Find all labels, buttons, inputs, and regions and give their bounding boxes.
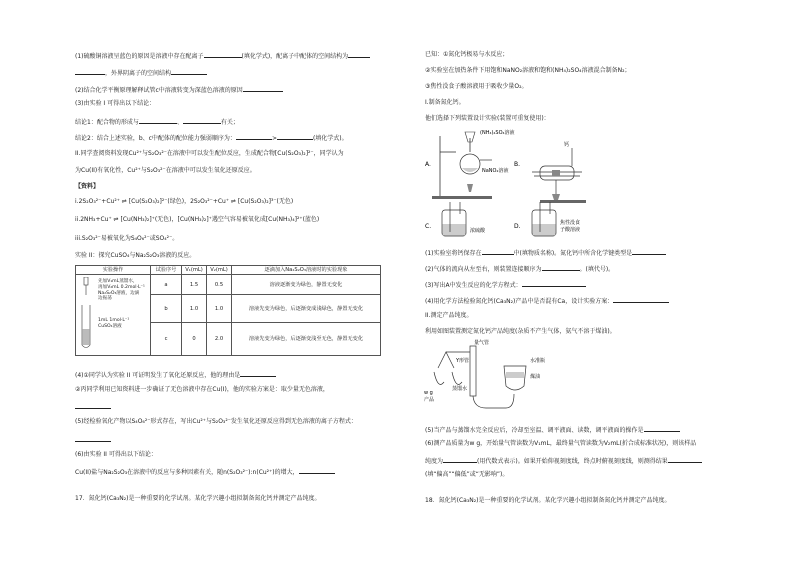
r-q6b-mid: (用代数式表示)。如果开始仰视刻度线，终点时俯视刻度线，则测得结果 (477, 458, 668, 465)
section-1-intro: 他们选择下列装置设计实验(装置可重复使用)： (425, 115, 550, 122)
q5-text: (5)经检验氧化产物以S₄O₆²⁻形式存在，写出Cu²⁺与S₂O₃²⁻发生氧化还原反应得到无色溶液的离子方程式： (75, 418, 357, 425)
q1b-text: ，外界阴离子的空间结构 (105, 70, 172, 77)
r-q1-line (425, 248, 666, 257)
q18-text: 18．氮化钙(Ca₃N₂)是一种重要的化学试剂。某化学兴趣小组拟制备氮化钙并测定产品纯度。 (425, 497, 671, 504)
cell-observation: 溶液先变为绿色，后逐渐变成浅绿色，静置无变化 (232, 295, 381, 322)
table-header-row (76, 266, 381, 275)
label-B: B. (514, 161, 521, 168)
c1-line (75, 117, 239, 126)
r-q2-text: (2)气体的流向从左至右，则装置连接顺序为 (425, 266, 542, 273)
c2-tail: (填化学式)。 (312, 135, 348, 142)
section-2-intro: 利用如图装置测定氮化钙产品纯度(杂质不产生气体，氨气不溶于煤油)。 (425, 328, 616, 335)
th-v2: V₂(mL) (207, 266, 232, 275)
r-q6c-text: (填“偏高”“偏低”或“无影响”)。 (425, 471, 509, 478)
cell-observation: 溶液先变为绿色，后逐渐变浅至无色，静置无变化 (232, 322, 381, 355)
ref-iii: iii.S₂O₃²⁻易被氧化为S₄O₆²⁻或SO₄²⁻。 (75, 235, 179, 242)
label-ca: 钙 (564, 142, 570, 148)
known-2: ②实验室在加热条件下用饱和NaNO₂溶液和饱和(NH₄)₂SO₄溶液混合制备N₂； (425, 67, 631, 74)
cell-v1: 1.5 (182, 275, 207, 295)
q5-blank (75, 435, 111, 444)
apparatus-figure (422, 128, 682, 238)
operation-cell (76, 275, 151, 356)
c1-mid: 、 (176, 119, 183, 126)
label-level: 水准瓶 (530, 358, 546, 364)
q4-text: (4)①同学认为实验 II 可证明发生了氧化还原反应，他的理由是 (75, 372, 241, 379)
r-q1-text: (1)实验室将钙保存在 (425, 250, 482, 257)
label-D: D. (514, 223, 521, 230)
op-line: 先加V₁mL蒸馏水， (98, 279, 138, 285)
cell-id: c (151, 322, 182, 355)
ref-ii: ii.2NH₃+Cu⁺ ⇌ [Cu(NH₃)₂]⁺(无色)，[Cu(NH₃)₂]⁺遇空气容易被氧化成[Cu(NH₃)₄]²⁺(蓝色) (75, 216, 320, 223)
cell-v2: 0.5 (207, 275, 232, 295)
left-q2-line (75, 85, 283, 94)
cell-v1: 1.0 (182, 295, 207, 322)
op-line: Na₂S₂O₃溶液，边滴 (98, 290, 140, 296)
r-q1-mid: 中(填物质名称)。氮化钙中所含化学键类型是 (513, 250, 633, 257)
r-q2-line (425, 264, 614, 273)
q6b-text: Cu(II)盐与Na₂S₂O₃在溶液中的反应与多种因素有关，随n(S₂O₃²⁻):n(Cu²⁺)的增大， (75, 469, 299, 476)
known-3: ③焦性没食子酸溶液用于吸收少量O₂。 (425, 83, 528, 90)
op-line: 1mL 1mol·L⁻¹ (98, 318, 130, 324)
op-line: 边振荡 (98, 296, 112, 302)
label-gauge: 量气管 (474, 340, 490, 346)
c2-mid: > (271, 135, 277, 142)
q4-line (75, 370, 276, 379)
known-1: 已知：①氮化钙极易与水反应； (425, 51, 509, 58)
c2-line (75, 133, 348, 142)
ii-text: II.同学查阅资料发现Cu²⁺与S₂O₃²⁻在溶液中可以发生配位反应，生成配合物[Cu(S₂O₃)₂]²⁻，同学认为 (75, 150, 344, 157)
r-q3-text: (3)写出A中发生反应的化学方程式： (425, 282, 522, 289)
label-pyro: 焦性没食 (560, 220, 581, 226)
q4b-blank (75, 402, 111, 411)
exp2-intro: 实验 II：探究CuSO₄与Na₂S₂O₃溶液的反应。 (75, 252, 196, 259)
label-A: A. (425, 161, 431, 168)
label-y-tube: Y形管 (456, 358, 470, 364)
left-q1-line (75, 51, 370, 60)
measurement-figure (424, 338, 554, 418)
label-water: 蒸馏水 (452, 386, 468, 392)
cell-v2: 2.0 (207, 322, 232, 355)
ref-i: i.2S₂O₃²⁻+Cu²⁺ ⇌ [Cu(S₂O₃)₂]²⁻(绿色)，2S₂O₃²⁻+Cu⁺ ⇌ [Cu(S₂O₃)₂]³⁻(无色) (75, 198, 294, 205)
r-q6b-line (425, 456, 702, 465)
label-sample2: 产品 (424, 397, 435, 403)
experiment-table (75, 265, 381, 356)
r-q4-text: (4)用化学方法检验氮化钙(Ca₃N₂)产品中是否混有Ca，设计实验方案： (425, 298, 614, 305)
label-nano2: NaNO₂溶液 (482, 168, 509, 174)
q1-text: (1)硫酸铜溶液呈蓝色的原因是溶液中存在配离子 (75, 53, 204, 60)
r-q6-text: (6)测产品质量为w g，开始量气管读数为V₁mL，最终量气管读数为V₂mL(折合成标准状况)，则该样品 (425, 440, 697, 447)
table-row (76, 275, 381, 295)
q6-text: (6)由实验 II 可得出以下结论： (75, 451, 157, 458)
left-q1b-line (75, 68, 207, 77)
th-id: 试验序号 (151, 266, 182, 275)
q3-text: (3)由实验 I 可得出以下结论： (75, 100, 156, 107)
th-observation: 逐滴加入Na₂S₂O₃溶液时的实验现象 (232, 266, 381, 275)
q4b-text: ②丙同学利用已知资料进一步确证了无色溶液中存在Cu(I)，他的实验方案是：取少量无色溶液， (75, 386, 329, 393)
r-q5-text: (5)当产品与蒸馏水完全反应后，冷却至室温、调平液面、读数，调平液面的操作是 (425, 427, 644, 434)
th-operation: 实验操作 (76, 266, 151, 275)
c1-text: 结论1：配合物的形成与 (75, 119, 139, 126)
label-C: C. (425, 223, 432, 230)
c2-text: 结论2：结合上述实验，b、c中配体的配位能力强弱顺序为： (75, 135, 236, 142)
cell-v1: 0 (182, 322, 207, 355)
q1-tail: (填化学式)，配离子中配体的空间结构为 (241, 53, 349, 60)
r-q2-tail: 。(填代号)。 (579, 266, 615, 273)
ii-text-2: 为Cu(II)有氧化性，Cu²⁺与S₂O₃²⁻在溶液中可以发生氧化还原反应。 (75, 167, 256, 174)
r-q4-line (425, 296, 669, 305)
label-sample1: w g (424, 390, 433, 396)
r-q6b-text: 纯度为 (425, 458, 444, 465)
th-v1: V₁(mL) (182, 266, 207, 275)
op-line: CuSO₄溶液 (98, 323, 122, 329)
r-q3-line (425, 280, 586, 289)
ref-title: 【资料】 (75, 183, 100, 190)
cell-observation: 溶液逐渐变为绿色，静置无变化 (232, 275, 381, 295)
cell-v2: 1.0 (207, 295, 232, 322)
label-pyro2: 子酸溶液 (560, 227, 581, 233)
label-acid: 浓硫酸 (470, 228, 486, 234)
section-1-title: I.制备氮化钙。 (425, 99, 465, 106)
cell-id: a (151, 275, 182, 295)
r-q5-line (425, 425, 680, 434)
c1-tail: 有关； (220, 119, 239, 126)
op-line: 再加V₂mL 0.2mol·L⁻¹ (98, 284, 145, 290)
label-oil: 煤油 (530, 374, 541, 380)
q17-text: 17．氮化钙(Ca₃N₂)是一种重要的化学试剂。某化学兴趣小组拟制备氮化钙并测定产品纯度。 (75, 495, 321, 502)
cell-id: b (151, 295, 182, 322)
section-2-title: II.测定产品纯度。 (425, 312, 473, 319)
label-nh4so4: (NH₄)₂SO₄溶液 (480, 130, 515, 136)
q6b-line (75, 467, 335, 476)
q2-text: (2)结合化学平衡原理解释试管c中溶液转变为深蓝色溶液的原因 (75, 87, 243, 94)
